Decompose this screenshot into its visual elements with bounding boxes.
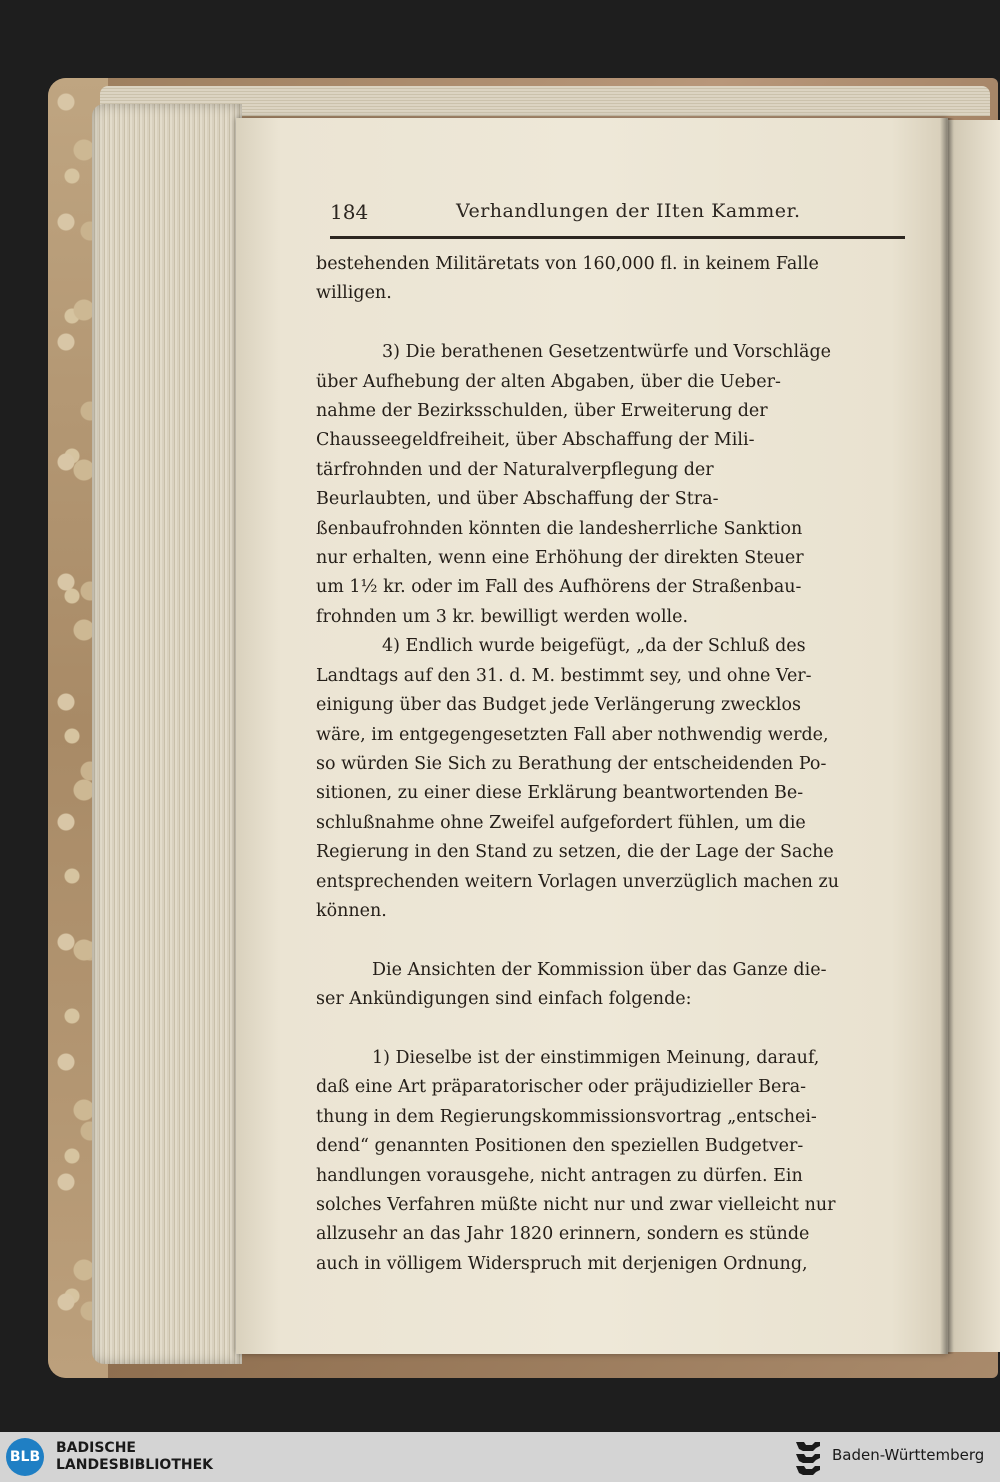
text-line: sitionen, zu einer diese Erklärung beantwortenden Be-: [316, 783, 804, 804]
text-line: frohnden um 3 kr. bewilligt werden wolle.: [316, 606, 689, 627]
text-line: thung in dem Regierungskommissionsvortrag „entschei-: [316, 1106, 817, 1127]
body-text: [316, 250, 906, 1279]
text-line: Regierung in den Stand zu setzen, die der Lage der Sache: [316, 842, 834, 863]
text-line: wäre, im entgegengesetzten Fall aber nothwendig werde,: [316, 724, 829, 745]
text-line: Beurlaubten, und über Abschaffung der Stra-: [316, 489, 719, 510]
library-name: [56, 1440, 213, 1474]
text-line: ser Ankündigungen sind einfach folgende:: [316, 989, 692, 1010]
text-line: schlußnahme ohne Zweifel aufgefordert fühlen, um die: [316, 812, 806, 833]
running-head-title: Verhandlungen der IIten Kammer.: [456, 200, 801, 222]
running-head: [330, 196, 905, 232]
library-name-line1: BADISCHE: [56, 1440, 136, 1456]
facing-page-edge: [948, 120, 1000, 1352]
text-line: 1) Dieselbe ist der einstimmigen Meinung, darauf,: [372, 1047, 820, 1068]
text-line: Die Ansichten der Kommission über das Ganze die-: [372, 959, 827, 980]
blb-logo-icon: BLB: [6, 1438, 44, 1476]
library-footer: [0, 1432, 1000, 1482]
text-line: können.: [316, 900, 387, 921]
text-line: dend“ genannten Positionen den speziellen Budgetver-: [316, 1136, 804, 1157]
text-line: bestehenden Militäretats von 160,000 fl. in keinem Falle: [316, 254, 819, 274]
text-line: daß eine Art präparatorischer oder präjudizieller Bera-: [316, 1077, 807, 1098]
header-rule: [330, 236, 905, 239]
text-line: um 1½ kr. oder im Fall des Aufhörens der Straßenbau-: [316, 577, 802, 598]
page-block-side-edge: [92, 104, 242, 1364]
page-number: 184: [330, 200, 369, 224]
text-line: so würden Sie Sich zu Berathung der entscheidenden Po-: [316, 753, 827, 774]
text-line: nahme der Bezirksschulden, über Erweiterung der: [316, 401, 768, 422]
text-line: Landtags auf den 31. d. M. bestimmt sey, und ohne Ver-: [316, 665, 812, 686]
library-name-line2: LANDESBIBLIOTHEK: [56, 1457, 214, 1473]
text-line: 4) Endlich wurde beigefügt, „da der Schluß des: [382, 636, 806, 657]
baden-wuerttemberg-lions-icon: [792, 1438, 824, 1476]
text-line: entsprechenden weitern Vorlagen unverzüglich machen zu: [316, 871, 839, 892]
page-gutter: [940, 118, 954, 1354]
text-line: [316, 926, 906, 955]
text-line: über Aufhebung der alten Abgaben, über die Ueber-: [316, 371, 781, 392]
text-line: 3) Die berathenen Gesetzentwürfe und Vorschläge: [382, 342, 832, 363]
text-line: solches Verfahren müßte nicht nur und zwar vielleicht nur: [316, 1195, 836, 1215]
text-line: allzusehr an das Jahr 1820 erinnern, sondern es stünde: [316, 1224, 810, 1245]
text-line: handlungen vorausgehe, nicht antragen zu dürfen. Ein: [316, 1165, 803, 1186]
text-line: tärfrohnden und der Naturalverpflegung der: [316, 459, 714, 480]
text-line: [316, 309, 906, 338]
text-line: ßenbaufrohnden könnten die landesherrliche Sanktion: [316, 518, 803, 539]
text-line: auch in völligem Widerspruch mit derjenigen Ordnung,: [316, 1253, 808, 1274]
text-line: Chausseegeldfreiheit, über Abschaffung der Mili-: [316, 430, 755, 451]
text-line: nur erhalten, wenn eine Erhöhung der direkten Steuer: [316, 548, 804, 569]
text-line: einigung über das Budget jede Verlängerung zwecklos: [316, 695, 802, 716]
state-name: Baden-Württemberg: [832, 1446, 985, 1464]
text-line: [316, 1015, 906, 1044]
text-line: willigen.: [316, 283, 392, 304]
